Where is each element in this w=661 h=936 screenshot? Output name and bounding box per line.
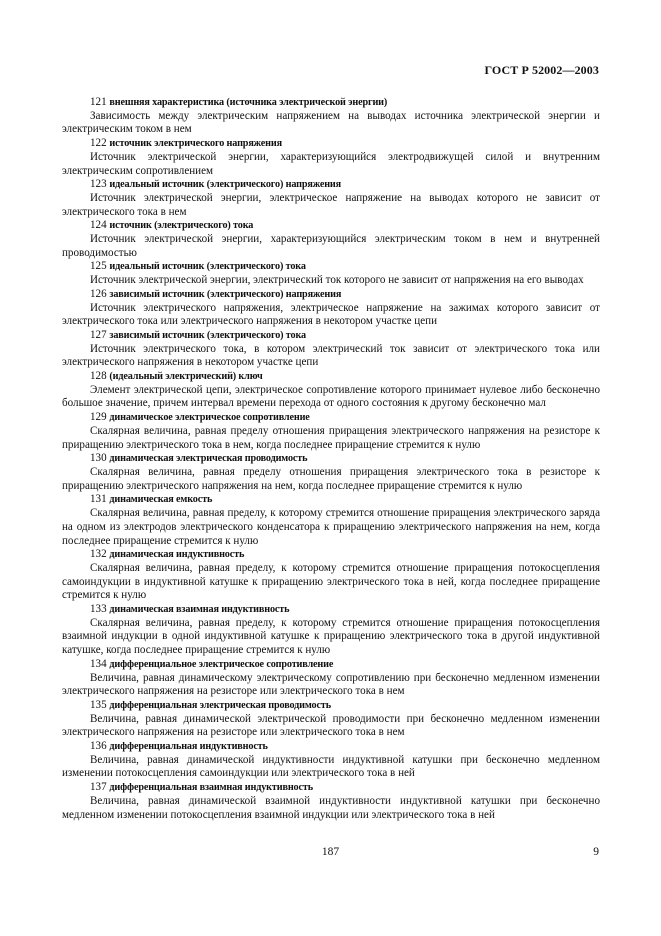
term-number: 126	[90, 287, 107, 300]
term-title: (идеальный электрический) ключ	[109, 371, 263, 383]
term-title: зависимый источник (электрического) напряжения	[109, 288, 342, 300]
term-title: дифференциальная взаимная индуктивность	[109, 782, 313, 794]
term-title: дифференциальная индуктивность	[109, 741, 268, 753]
term-title: идеальный источник (электрического) тока	[109, 261, 306, 273]
term-number: 124	[90, 219, 107, 232]
term-heading	[62, 548, 600, 562]
term-title: идеальный источник (электрического) напряжения	[109, 179, 342, 191]
term-heading	[62, 699, 600, 713]
term-heading	[62, 260, 600, 274]
term-definition: Источник электрической энергии, электрическое напряжение на выводах которого не зависит от электрического тока в нем	[62, 191, 600, 218]
page-number-center: 187	[321, 846, 340, 858]
term-entry	[62, 96, 600, 137]
term-heading	[62, 96, 600, 110]
term-number: 125	[90, 260, 107, 273]
term-entry	[62, 260, 600, 287]
term-number: 123	[90, 178, 107, 191]
term-title: динамическая емкость	[109, 494, 213, 506]
term-definition: Источник электрической энергии, характеризующийся электродвижущей силой и внутренним электрическим сопротивлением	[62, 150, 600, 177]
term-title: динамическая взаимная индуктивность	[109, 604, 290, 616]
term-entry	[62, 370, 600, 411]
term-definition: Зависимость между электрическим напряжением на выводах источника электрической энергии и электрическим током в нем	[62, 109, 600, 136]
term-heading	[62, 329, 600, 343]
term-entry	[62, 329, 600, 370]
term-entry	[62, 288, 600, 329]
term-title: динамическая индуктивность	[109, 549, 245, 561]
term-title: источник (электрического) тока	[109, 220, 254, 232]
term-definition: Скалярная величина, равная пределу, к которому стремится отношение приращения потокосцепления самоиндукции в индуктивной катушке к приращению электрического тока в ней, когда последнее приращение стремится к нулю	[62, 561, 600, 602]
term-entry	[62, 548, 600, 603]
term-number: 137	[90, 781, 107, 794]
term-entry	[62, 493, 600, 548]
term-heading	[62, 137, 600, 151]
term-number: 121	[90, 96, 107, 108]
term-definition: Элемент электрической цепи, электрическое сопротивление которого принимает нулевое либо бесконечно большое значение, причем интервал времени перехода от одного состояния к другому бесконечно мал	[62, 383, 600, 410]
term-entry	[62, 699, 600, 740]
term-title: динамическое электрическое сопротивление	[109, 412, 310, 424]
term-number: 132	[90, 548, 107, 561]
term-heading	[62, 493, 600, 507]
term-definition: Скалярная величина, равная пределу отношения приращения электрического напряжения на резисторе к приращению электрического тока в нем, когда последнее приращение стремится к нулю	[62, 424, 600, 451]
term-entry	[62, 452, 600, 493]
term-entry	[62, 740, 600, 781]
term-title: источник электрического напряжения	[109, 138, 282, 150]
term-heading	[62, 370, 600, 384]
term-number: 129	[90, 411, 107, 424]
term-heading	[62, 219, 600, 233]
term-title: дифференциальное электрическое сопротивление	[109, 658, 334, 670]
term-title: динамическая электрическая проводимость	[109, 453, 308, 465]
term-number: 133	[90, 603, 107, 616]
term-entry	[62, 219, 600, 260]
term-definition: Скалярная величина, равная пределу, к которому стремится отношение приращения электрического заряда на одном из электродов электрического конденсатора к приращению электрического напряжения на нем, когда последнее приращение стремится к нулю	[62, 507, 600, 547]
term-definition: Величина, равная динамической электрической проводимости при бесконечно медленном изменении электрического напряжения на резисторе или электрического тока в нем	[62, 712, 600, 739]
term-heading	[62, 781, 600, 795]
term-entry	[62, 137, 600, 178]
term-number: 135	[90, 698, 107, 711]
term-heading	[62, 740, 600, 754]
term-number: 131	[90, 493, 107, 506]
term-heading	[62, 288, 600, 302]
page-number-right: 9	[593, 846, 599, 858]
term-definition: Величина, равная динамической индуктивности индуктивной катушки при бесконечно медленном изменении потокосцепления самоиндукции или электрического тока в ней	[62, 753, 600, 780]
term-title: зависимый источник (электрического) тока	[109, 329, 306, 341]
term-entry	[62, 411, 600, 452]
term-entry	[62, 603, 600, 658]
term-number: 127	[90, 328, 107, 341]
term-definition: Скалярная величина, равная пределу, к которому стремится отношение приращения потокосцепления взаимной индукции в одной индуктивной катушке к приращению электрического тока в другой индуктивной катушке, когда последнее приращение стремится к нулю	[62, 616, 600, 657]
term-heading	[62, 411, 600, 425]
term-definition: Источник электрической энергии, электрический ток которого не зависит от напряжения на его выводах	[90, 274, 584, 287]
document-header: ГОСТ Р 52002—2003	[484, 63, 599, 77]
term-definition: Величина, равная динамическому электрическому сопротивлению при бесконечно медленном изменении электрического напряжения на резисторе или электрического тока в нем	[62, 671, 600, 698]
term-number: 128	[90, 370, 107, 383]
term-definition: Скалярная величина, равная пределу отношения приращения электрического тока в резисторе к приращению электрического напряжения на нем, когда последнее приращение стремится к нулю	[62, 465, 600, 492]
term-entry	[62, 178, 600, 219]
term-definition: Источник электрического напряжения, электрическое напряжение на зажимах которого зависит от электрического тока или электрического напряжения в некотором участке цепи	[62, 301, 600, 328]
term-title: внешняя характеристика (источника электрической энергии)	[109, 97, 388, 108]
terms-list	[62, 96, 600, 822]
term-definition: Величина, равная динамической взаимной индуктивности индуктивной катушки при бесконечно медленном изменении потокосцепления взаимной индукции или электрического тока в ней	[62, 794, 600, 821]
term-definition: Источник электрического тока, в котором электрический ток зависит от электрического тока или электрического напряжения в некотором участке цепи	[62, 342, 600, 369]
term-heading	[62, 603, 600, 617]
term-entry	[62, 658, 600, 699]
term-heading	[62, 452, 600, 466]
term-number: 122	[90, 137, 107, 150]
term-definition: Источник электрической энергии, характеризующийся электрическим током в нем и внутренней проводимостью	[62, 233, 600, 259]
term-title: дифференциальная электрическая проводимость	[109, 699, 331, 711]
term-heading	[62, 658, 600, 672]
term-entry	[62, 781, 600, 822]
term-number: 136	[90, 740, 107, 753]
term-number: 134	[90, 657, 107, 670]
term-number: 130	[90, 452, 107, 465]
term-heading	[62, 178, 600, 192]
